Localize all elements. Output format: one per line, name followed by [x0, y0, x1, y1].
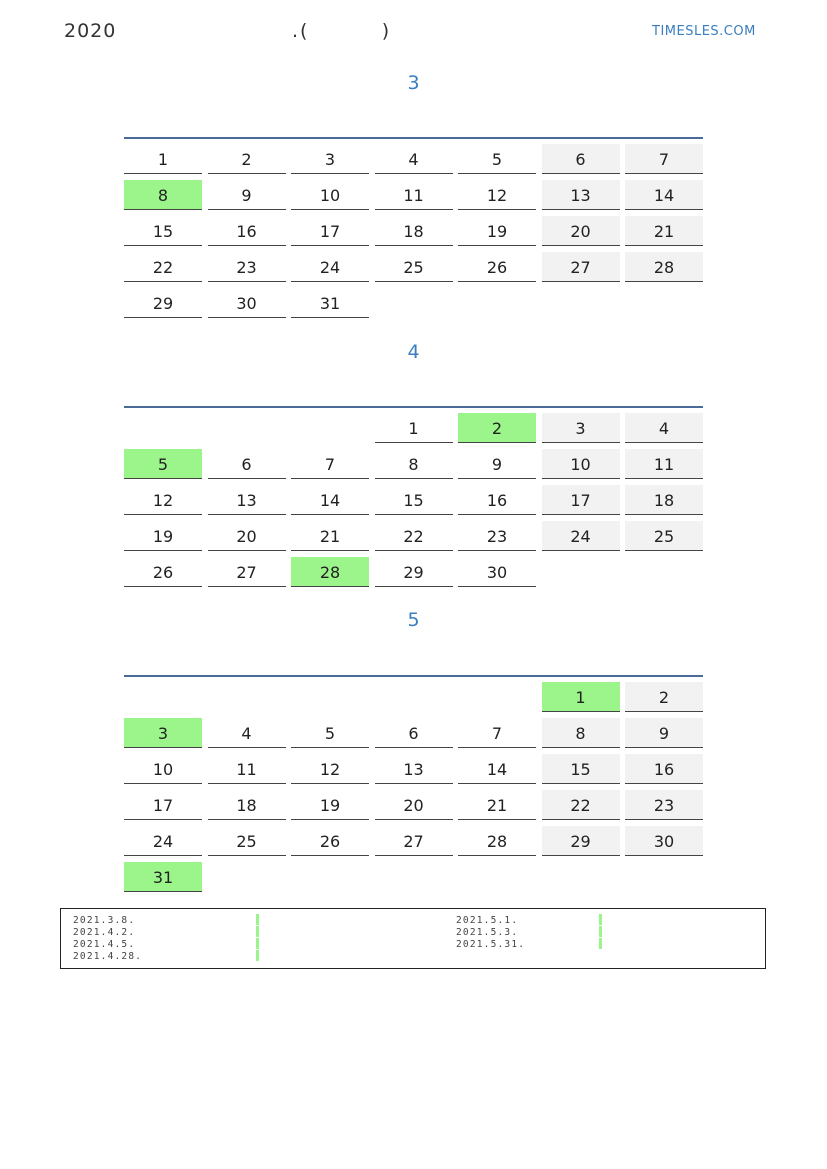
- calendar-day[interactable]: 6: [542, 144, 620, 174]
- header-paren-text: .( ): [292, 20, 392, 42]
- header-year: 2020: [64, 20, 117, 42]
- calendar-day[interactable]: 20: [208, 521, 286, 551]
- calendar-day[interactable]: 29: [124, 288, 202, 318]
- brand-link[interactable]: TIMESLES.COM: [652, 24, 756, 39]
- calendar-day[interactable]: 8: [542, 718, 620, 748]
- calendar-day[interactable]: 10: [291, 180, 369, 210]
- calendar-day[interactable]: 3: [542, 413, 620, 443]
- calendar-day[interactable]: 22: [124, 252, 202, 282]
- calendar-day[interactable]: 18: [625, 485, 703, 515]
- calendar-day[interactable]: 19: [124, 521, 202, 551]
- calendar-day[interactable]: 17: [542, 485, 620, 515]
- calendar-day[interactable]: 26: [124, 557, 202, 587]
- legend-item: 2021.4.5.: [73, 939, 136, 950]
- calendar-day[interactable]: 29: [375, 557, 453, 587]
- calendar-day[interactable]: 25: [375, 252, 453, 282]
- calendar-day[interactable]: 2: [625, 682, 703, 712]
- calendar-day[interactable]: 17: [124, 790, 202, 820]
- calendar-day[interactable]: 24: [124, 826, 202, 856]
- calendar-day[interactable]: 11: [208, 754, 286, 784]
- calendar-day[interactable]: 12: [458, 180, 536, 210]
- calendar-day[interactable]: 14: [291, 485, 369, 515]
- calendar-day[interactable]: 16: [458, 485, 536, 515]
- calendar-day[interactable]: 27: [208, 557, 286, 587]
- calendar-day[interactable]: 15: [375, 485, 453, 515]
- legend-item: 2021.4.2.: [73, 927, 136, 938]
- calendar-day[interactable]: 28: [291, 557, 369, 587]
- calendar-day[interactable]: 7: [625, 144, 703, 174]
- calendar-day[interactable]: 4: [625, 413, 703, 443]
- calendar-day[interactable]: 6: [208, 449, 286, 479]
- calendar-day[interactable]: 23: [458, 521, 536, 551]
- calendar-day[interactable]: 18: [208, 790, 286, 820]
- calendar-day[interactable]: 23: [208, 252, 286, 282]
- calendar-day[interactable]: 30: [458, 557, 536, 587]
- legend-item: 2021.3.8.: [73, 915, 136, 926]
- calendar-day[interactable]: 22: [542, 790, 620, 820]
- month-title: 5: [407, 609, 420, 631]
- calendar-day[interactable]: 29: [542, 826, 620, 856]
- calendar-day[interactable]: 15: [542, 754, 620, 784]
- calendar-day[interactable]: 8: [124, 180, 202, 210]
- calendar-day[interactable]: 11: [375, 180, 453, 210]
- calendar-day[interactable]: 16: [208, 216, 286, 246]
- calendar-top-rule: [124, 406, 703, 408]
- calendar-day[interactable]: 31: [291, 288, 369, 318]
- calendar-day[interactable]: 16: [625, 754, 703, 784]
- holiday-legend: [60, 908, 766, 969]
- legend-color-marker: [256, 938, 259, 949]
- calendar-day[interactable]: 13: [375, 754, 453, 784]
- calendar-day[interactable]: 14: [458, 754, 536, 784]
- month-title: 3: [407, 72, 420, 94]
- calendar-day[interactable]: 10: [124, 754, 202, 784]
- legend-color-marker: [256, 914, 259, 925]
- month-title: 4: [407, 341, 420, 363]
- calendar-day[interactable]: 7: [291, 449, 369, 479]
- calendar-day[interactable]: 21: [291, 521, 369, 551]
- calendar-day[interactable]: 24: [542, 521, 620, 551]
- legend-color-marker: [599, 926, 602, 937]
- calendar-day[interactable]: 13: [208, 485, 286, 515]
- calendar-day[interactable]: 14: [625, 180, 703, 210]
- legend-item: 2021.4.28.: [73, 951, 143, 962]
- calendar-day[interactable]: 4: [375, 144, 453, 174]
- calendar-day[interactable]: 12: [291, 754, 369, 784]
- calendar-day[interactable]: 27: [542, 252, 620, 282]
- legend-color-marker: [256, 950, 259, 961]
- calendar-day[interactable]: 1: [542, 682, 620, 712]
- calendar-day[interactable]: 26: [458, 252, 536, 282]
- calendar-day[interactable]: 3: [291, 144, 369, 174]
- calendar-day[interactable]: 27: [375, 826, 453, 856]
- calendar-day[interactable]: 15: [124, 216, 202, 246]
- calendar-day[interactable]: 17: [291, 216, 369, 246]
- calendar-day[interactable]: 4: [208, 718, 286, 748]
- calendar-day[interactable]: 19: [291, 790, 369, 820]
- calendar-day[interactable]: 22: [375, 521, 453, 551]
- calendar-day[interactable]: 7: [458, 718, 536, 748]
- calendar-day[interactable]: 30: [625, 826, 703, 856]
- calendar-day[interactable]: 9: [208, 180, 286, 210]
- calendar-day[interactable]: 19: [458, 216, 536, 246]
- calendar-day[interactable]: 10: [542, 449, 620, 479]
- calendar-day[interactable]: 3: [124, 718, 202, 748]
- calendar-day[interactable]: 20: [542, 216, 620, 246]
- calendar-day[interactable]: 23: [625, 790, 703, 820]
- calendar-day[interactable]: 18: [375, 216, 453, 246]
- legend-item: 2021.5.3.: [456, 927, 519, 938]
- calendar-day[interactable]: 20: [375, 790, 453, 820]
- calendar-day[interactable]: 5: [291, 718, 369, 748]
- calendar-day[interactable]: 25: [625, 521, 703, 551]
- calendar-day[interactable]: 11: [625, 449, 703, 479]
- calendar-top-rule: [124, 137, 703, 139]
- calendar-day[interactable]: 26: [291, 826, 369, 856]
- calendar-day[interactable]: 2: [458, 413, 536, 443]
- calendar-day[interactable]: 31: [124, 862, 202, 892]
- calendar-day[interactable]: 28: [458, 826, 536, 856]
- calendar-day[interactable]: 13: [542, 180, 620, 210]
- legend-item: 2021.5.31.: [456, 939, 526, 950]
- calendar-day[interactable]: 5: [124, 449, 202, 479]
- calendar-day[interactable]: 12: [124, 485, 202, 515]
- calendar-day[interactable]: 9: [458, 449, 536, 479]
- calendar-top-rule: [124, 675, 703, 677]
- calendar-day[interactable]: 5: [458, 144, 536, 174]
- calendar-day[interactable]: 6: [375, 718, 453, 748]
- legend-item: 2021.5.1.: [456, 915, 519, 926]
- calendar-day[interactable]: 21: [458, 790, 536, 820]
- calendar-day[interactable]: 24: [291, 252, 369, 282]
- calendar-day[interactable]: 28: [625, 252, 703, 282]
- legend-color-marker: [599, 938, 602, 949]
- calendar-day[interactable]: 30: [208, 288, 286, 318]
- calendar-day[interactable]: 9: [625, 718, 703, 748]
- calendar-day[interactable]: 1: [375, 413, 453, 443]
- calendar-day[interactable]: 8: [375, 449, 453, 479]
- calendar-day[interactable]: 21: [625, 216, 703, 246]
- legend-color-marker: [256, 926, 259, 937]
- calendar-day[interactable]: 2: [208, 144, 286, 174]
- legend-color-marker: [599, 914, 602, 925]
- calendar-day[interactable]: 25: [208, 826, 286, 856]
- calendar-day[interactable]: 1: [124, 144, 202, 174]
